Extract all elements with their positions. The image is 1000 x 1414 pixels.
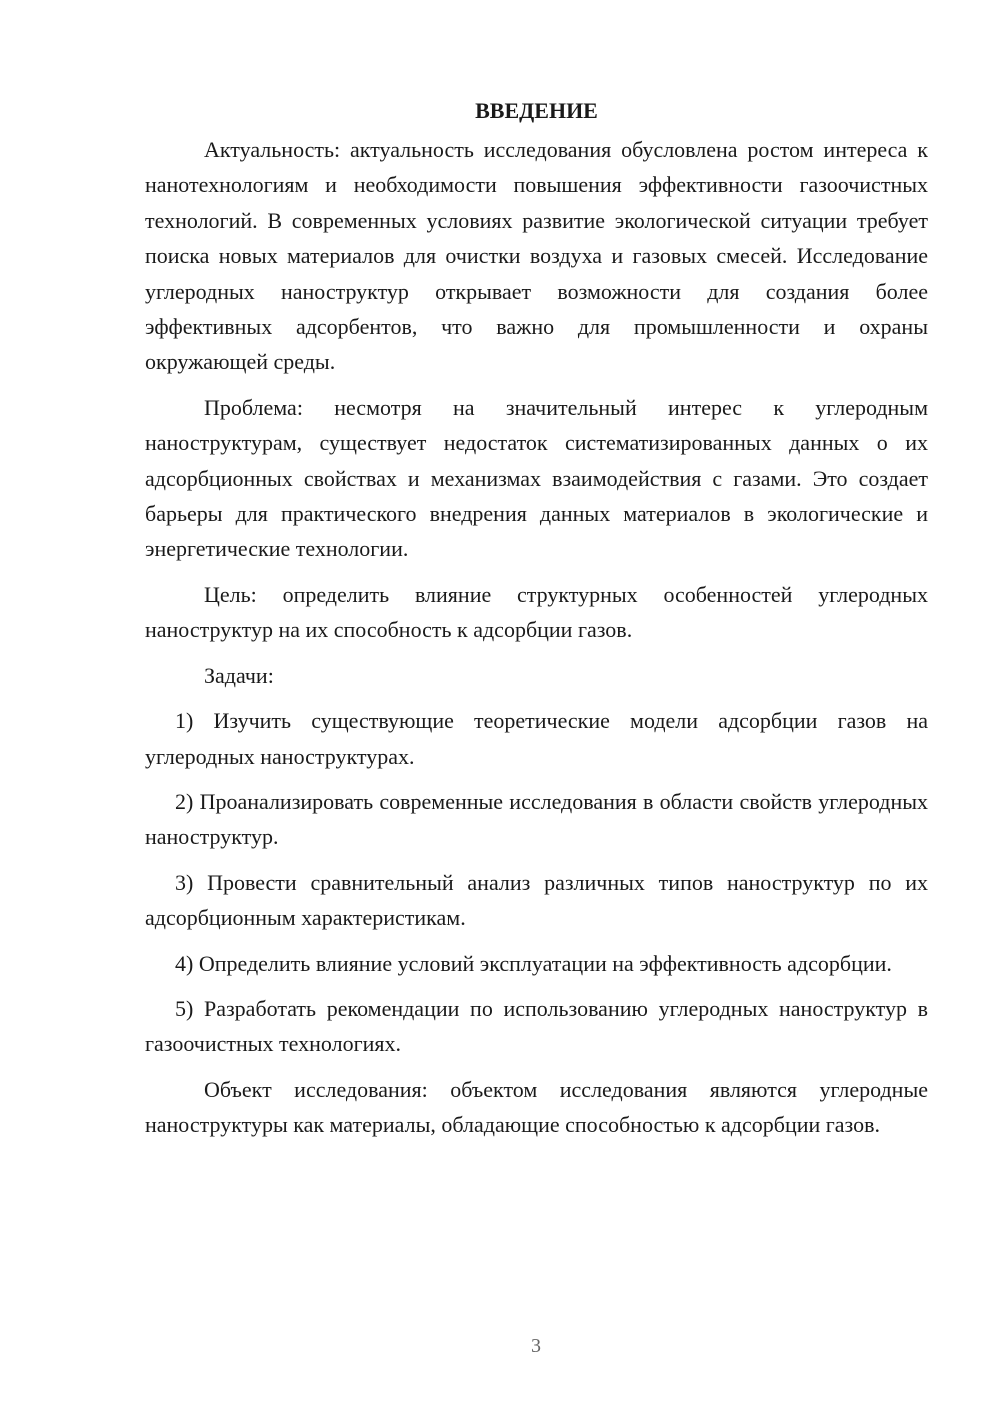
relevance-paragraph: Актуальность: актуальность исследования обусловлена ростом интереса к нанотехнологиям и необходимости повышения эффективности газоочистных технологий. В современных условиях развитие экологической ситуации требует поиска новых материалов для очистки воздуха и газовых смесей. Исследование углеродных наноструктур открывает возможности для создания более эффективных адсорбентов, что важно для промышленности и охраны окружающей среды.: [145, 137, 928, 375]
object-paragraph: Объект исследования: объектом исследования являются углеродные наноструктуры как материалы, обладающие способностью к адсорбции газов.: [145, 1076, 928, 1138]
problem-paragraph: Проблема: несмотря на значительный интерес к углеродным наноструктурам, существует недостаток систематизированных данных о их адсорбционных свойствах и механизмах взаимодействия с газами. Это создает барьеры для практического внедрения данных материалов в экологические и энергетические технологии.: [145, 394, 928, 562]
document-page: [145, 96, 928, 1143]
section-heading: ВВЕДЕНИЕ: [475, 98, 598, 123]
task-item-3: 3) Провести сравнительный анализ различных типов наноструктур по их адсорбционным характеристикам.: [145, 869, 928, 931]
tasks-label: Задачи:: [204, 662, 274, 688]
task-item-2: 2) Проанализировать современные исследования в области свойств углеродных наноструктур.: [145, 788, 928, 850]
page-number: 3: [531, 1335, 541, 1357]
task-item-5: 5) Разработать рекомендации по использованию углеродных наноструктур в газоочистных технологиях.: [145, 995, 928, 1057]
goal-paragraph: Цель: определить влияние структурных особенностей углеродных наноструктур на их способность к адсорбции газов.: [145, 581, 928, 643]
task-item-4: 4) Определить влияние условий эксплуатации на эффективность адсорбции.: [175, 950, 892, 976]
task-item-1: 1) Изучить существующие теоретические модели адсорбции газов на углеродных наноструктурах.: [145, 708, 928, 769]
